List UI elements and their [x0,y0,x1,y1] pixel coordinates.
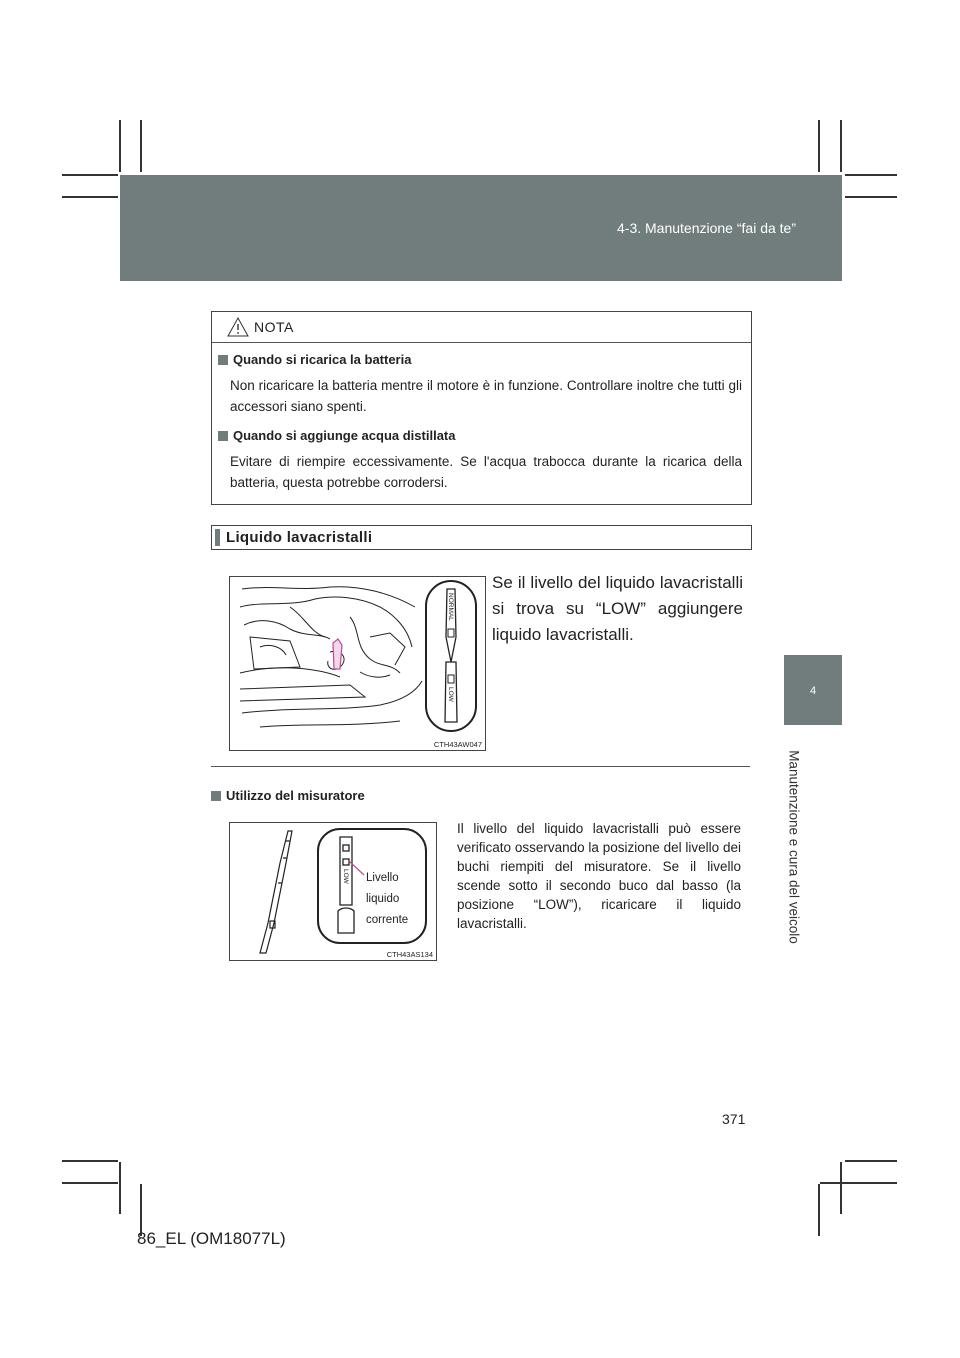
crop-mark [62,196,118,198]
crop-mark [140,120,142,172]
gauge-drawing [230,823,436,960]
notice-box [211,311,752,505]
normal-mark-label: NORMAL [447,593,454,621]
section-title: 4-3. Manutenzione “fai da te” [617,220,796,236]
crop-mark [119,120,121,172]
notice-text-water: Evitare di riempire eccessivamente. Se l'acqua trabocca durante la ricarica della batteria, questa potrebbe corrodersi. [230,454,742,490]
notice-heading-water [218,428,455,443]
notice-text-charging: Non ricaricare la batteria mentre il motore è in funzione. Controllare inoltre che tutti gli accessori siano spenti. [230,378,742,414]
reservoir-highlight [333,639,342,669]
figure-code: CTH43AW047 [433,740,482,749]
callout-line-2: liquido [366,893,400,905]
chapter-number: 4 [809,685,817,697]
page-number: 371 [722,1111,746,1127]
crop-mark [818,1184,820,1236]
crop-mark [62,174,118,176]
crop-mark [820,1182,897,1184]
crop-mark [845,196,897,198]
crop-mark [845,1160,897,1162]
notice-title: NOTA [254,319,294,335]
crop-mark [840,120,842,172]
section-heading: Liquido lavacristalli [226,529,373,546]
chapter-label-text: Manutenzione e cura del veicolo [786,750,802,944]
bullet-square-icon [218,355,228,365]
crop-mark [845,174,897,176]
crop-mark [119,1162,121,1214]
low-mark-label: LOW [447,687,454,702]
callout-line-1: Livello [366,872,399,884]
engine-bay-drawing [230,577,485,750]
chapter-tab [784,655,842,725]
section-marker [215,529,220,546]
engine-bay-illustration [229,576,486,751]
header-band [120,175,842,281]
crop-mark [840,1162,842,1214]
crop-mark [62,1182,118,1184]
crop-mark [62,1160,118,1162]
bullet-square-icon [218,431,228,441]
notice-heading-charging [218,352,411,367]
low-mark-label: LOW [342,869,349,884]
document-code: 86_EL (OM18077L) [137,1229,286,1248]
notice-heading-text: Quando si aggiunge acqua distillata [233,428,456,443]
subsection-heading [211,788,365,803]
crop-mark [818,120,820,172]
gauge-instructions: Il livello del liquido lavacristalli può essere verificato osservando la posizione del livello dei buchi riempiti del misuratore. Se il livello scende sotto il secondo buco dal basso (la posizione “LOW”), ricaricare il liquido lavacristalli. [457,821,741,931]
bullet-square-icon [211,791,221,801]
gauge-illustration [229,822,437,961]
callout-line-3: corrente [366,914,409,926]
chapter-label [769,732,819,962]
divider [211,766,750,767]
intro-text: Se il livello del liquido lavacristalli si trova su “LOW” aggiungere liquido lavacristalli. [492,573,743,644]
figure-code: CTH43AS134 [386,950,433,959]
section-heading-bar [211,525,752,550]
warning-icon [227,317,249,337]
notice-header [212,312,751,343]
notice-heading-text: Quando si ricarica la batteria [233,352,412,367]
subsection-heading-text: Utilizzo del misuratore [226,788,365,803]
